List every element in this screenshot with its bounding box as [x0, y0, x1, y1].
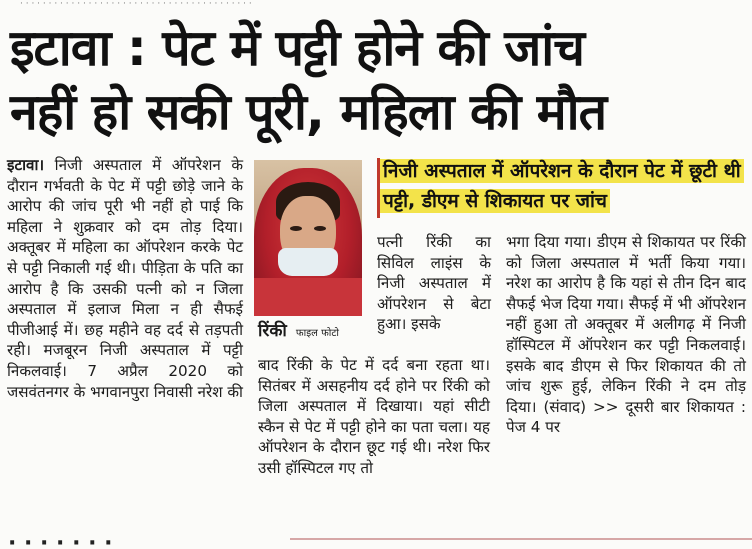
- bottom-rule: [290, 538, 752, 540]
- article-column-3-text: भगा दिया गया। डीएम से शिकायत पर रिंकी को जिला अस्पताल में भर्ती किया गया। नरेश का आरोप है कि यहां से तीन दिन बाद सैफई भेज दिया गया। सैफई में भी ऑपरेशन नहीं हुआ तो अक्तूबर में अलीगढ़ में निजी हॉस्पिटल में ऑपरेशन कर पट्टी निकलवाई। इसके बाद डीएम से फिर शिकायत की तो जांच शुरू हुई, लेकिन रिंकी ने दम तोड़ दिया। (संवाद) >> दूसरी बार शिकायत : पेज 4 पर: [506, 233, 746, 437]
- top-strip: · · · · · · · · · · · · · · · · · · · · · · · · · · · · · · · · · · · · · · · · ·: [20, 0, 252, 9]
- headline-line-1: इटावा : पेट में पट्टी होने की जांच: [10, 19, 584, 77]
- article-column-2-bottom-text: बाद रिंकी के पेट में दर्द बना रहता था। सितंबर में असहनीय दर्द होने पर रिंकी को जिला अस्पताल में दिखाया। यहां सीटी स्कैन से पेट में पट्टी होने का पता चला। यह ऑपरेशन के दौरान छूट गई थी। नरेश फिर उसी हॉस्पिटल गए तो: [258, 356, 490, 477]
- next-article-fragment: · · · · · · ·: [8, 533, 113, 549]
- article-column-3: [506, 232, 746, 438]
- photo-caption: [258, 318, 368, 348]
- headline: [10, 16, 745, 144]
- photo-shirt: [254, 278, 362, 316]
- headline-line-2: नहीं हो सकी पूरी, महिला की मौत: [10, 83, 607, 141]
- article-column-2-top: [377, 232, 491, 335]
- article-column-1: [7, 155, 243, 402]
- article-column-1-text: निजी अस्पताल में ऑपरेशन के दौरान गर्भवती के पेट में पट्टी छोड़े जाने के आरोप की जांच पूरी भी नहीं हो पाई कि महिला ने शुक्रवार को दम तोड़ दिया। अक्तूबर में महिला का ऑपरेशन करके पेट से पट्टी निकाली गई थी। पीड़िता के पति का आरोप है कि उसकी पत्नी को न जिला अस्पताल में इलाज मिला न ही सैफई पीजीआई में। छह महीने वह दर्द से तड़पती रही। मजबूरन निजी अस्पताल में पट्टी निकलवाई। 7 अप्रैल 2020 को जसवंतनगर के भगवानपुरा निवासी नरेश की: [7, 156, 243, 401]
- article-column-2-top-text: पत्नी रिंकी का सिविल लाइंस के निजी अस्पताल में ऑपरेशन से बेटा हुआ। इसके: [377, 233, 491, 334]
- subheadline-text: निजी अस्पताल में ऑपरेशन के दौरान पेट में छूटी थी पट्टी, डीएम से शिकायत पर जांच: [380, 159, 744, 213]
- photo-eye-right: [314, 226, 326, 231]
- photo-caption-note: फाइल फोटो: [295, 328, 340, 339]
- subheadline: [380, 156, 748, 216]
- photo-eye-left: [290, 226, 302, 231]
- photo-face-mask: [278, 248, 338, 276]
- woman-photo: [254, 160, 362, 316]
- dateline: इटावा।: [7, 156, 45, 174]
- article-column-2-bottom: [258, 355, 490, 479]
- photo-caption-name: रिंकी: [258, 321, 287, 341]
